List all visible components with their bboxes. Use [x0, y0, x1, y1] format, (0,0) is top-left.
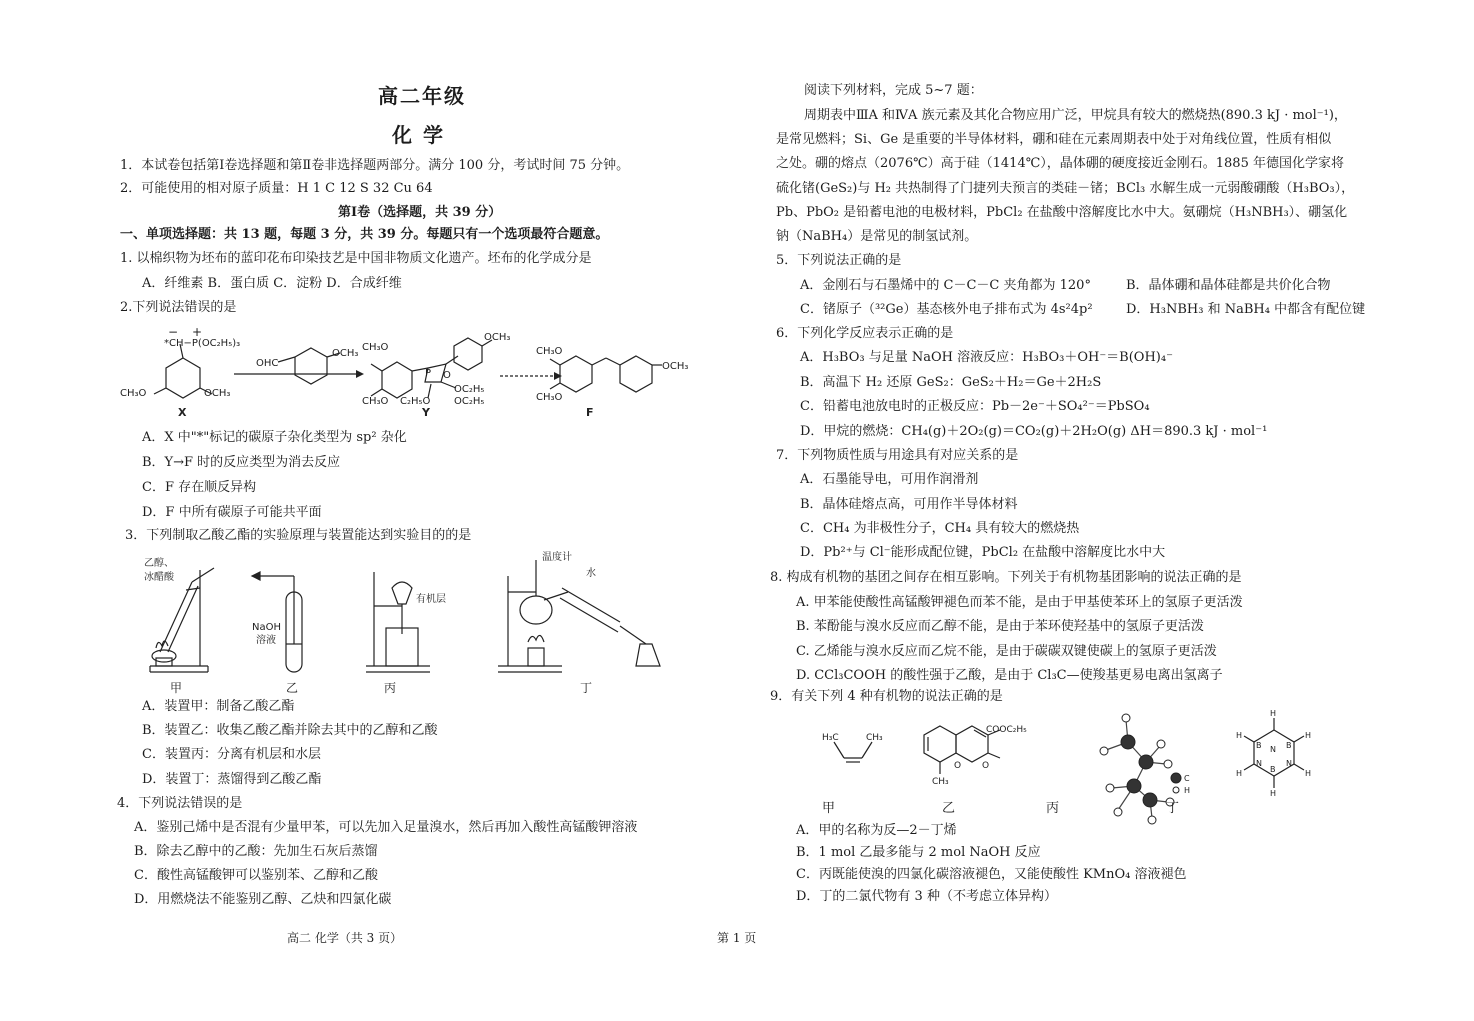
q7-option-d: D．Pb²⁺与 Cl⁻能形成配位键，PbCl₂ 在盐酸中溶解度比水中大	[800, 545, 1166, 560]
q2-reaction-scheme	[116, 326, 696, 422]
x-ch3o: CH₃O	[120, 388, 147, 399]
q5-option-c: C．锗原子（³²Ge）基态核外电子排布式为 4s²4p²	[800, 302, 1093, 317]
part1-heading: 第Ⅰ卷（选择题，共 39 分）	[338, 205, 502, 220]
q7-option-b: B．晶体硅熔点高，可用作半导体材料	[800, 497, 1018, 512]
exam-note-1: 1．本试卷包括第Ⅰ卷选择题和第Ⅱ卷非选择题两部分。满分 100 分，考试时间 75 分钟。	[120, 158, 630, 173]
y-phosphorus: P	[425, 368, 432, 379]
q9-option-a: A．甲的名称为反—2－丁烯	[796, 823, 957, 838]
q9-option-d: D．丁的二氯代物有 3 种（不考虑立体异构）	[796, 889, 1057, 904]
ding-h-right-top: H	[1305, 731, 1312, 740]
y-ch3o-bottom: CH₃O	[362, 396, 389, 407]
y-anisyl-ring	[454, 338, 482, 370]
q8-option-d: D. CCl₃COOH 的酸性强于乙酸，是由于 Cl₃C—使羧基更易电离出氢离子	[796, 668, 1223, 683]
y-c2h5o: C₂H₅O	[400, 396, 431, 407]
jia-h3c: H₃C	[822, 733, 839, 743]
x-och3: OCH₃	[204, 388, 231, 399]
q6-option-c: C．铅蓄电池放电时的正极反应：Pb－2e⁻＋SO₄²⁻＝PbSO₄	[800, 399, 1150, 414]
q1-options: A．纤维素 B．蛋白质 C．淀粉 D．合成纤维	[142, 276, 402, 291]
fig-label-bing: 丙	[384, 681, 397, 695]
legend-carbon-ball	[1171, 773, 1181, 783]
reagent-ohc: OHC	[256, 358, 279, 369]
reading-line-2: 是常见燃料；Si、Ge 是重要的半导体材料，硼和硅在元素周期表中处于对角线位置，性质有相似	[776, 132, 1332, 147]
q9-option-c: C．丙既能使溴的四氯化碳溶液褪色，又能使酸性 KMnO₄ 溶液褪色	[796, 867, 1187, 882]
q5-stem: 5．下列说法正确的是	[776, 253, 902, 268]
ding-h-top: H	[1270, 709, 1277, 718]
footer-page-number: 第 1 页	[717, 931, 757, 945]
reading-line-5: Pb、PbO₂ 是铅蓄电池的电极材料，PbCl₂ 在盐酸中溶解度比水中大。氨硼烷（H₃NBH₃）、硼氢化	[776, 205, 1348, 220]
y-oc2h5-1: OC₂H₅	[454, 384, 485, 395]
q3-option-d: D．装置丁：蒸馏得到乙酸乙酯	[142, 772, 322, 787]
q8-option-c: C. 乙烯能与溴水反应而乙烷不能，是由于碳碳双键使碳上的氢原子更活泼	[796, 644, 1217, 659]
page-subject-title: 化 学	[392, 123, 445, 147]
q9-label-yi: 乙	[942, 801, 956, 816]
reading-line-4: 硫化锗(GeS₂)与 H₂ 共热制得了门捷列夫预言的类硅－锗；BCl₃ 水解生成一元弱酸硼酸（H₃BO₃），	[776, 181, 1355, 196]
q6-option-d: D．甲烷的燃烧：CH₄(g)＋2O₂(g)＝CO₂(g)＋2H₂O(g) ΔH＝890.3 kJ · mol⁻¹	[800, 424, 1268, 439]
q9-option-b: B．1 mol 乙最多能与 2 mol NaOH 反应	[796, 845, 1041, 860]
x-charge-minus: −	[168, 325, 179, 339]
q9-label-ding: 丁	[1166, 801, 1180, 816]
apparatus-ding	[498, 560, 660, 672]
ding-h-left-top: H	[1236, 731, 1243, 740]
q4-option-b: B．除去乙醇中的乙酸：先加生石灰后蒸馏	[134, 844, 378, 859]
ding-h-right-bottom: H	[1305, 769, 1312, 778]
exam-note-2: 2．可能使用的相对原子质量：H 1 C 12 S 32 Cu 64	[120, 181, 433, 196]
q5-option-a: A．金刚石与石墨烯中的 C－C－C 夹角都为 120°	[800, 278, 1091, 293]
yi-naoh-label: NaOH	[252, 622, 281, 633]
jia-reactants-line1: 乙醇、	[144, 558, 174, 569]
q3-option-b: B．装置乙：收集乙酸乙酯并除去其中的乙醇和乙酸	[142, 723, 438, 738]
q8-option-b: B. 苯酚能与溴水反应而乙醇不能，是由于苯环使羟基中的氢原子更活泼	[796, 619, 1204, 634]
q2-option-b: B．Y→F 时的反应类型为消去反应	[142, 455, 341, 470]
f-ch3o-bottom: CH₃O	[536, 392, 563, 403]
q8-stem: 8. 构成有机物的基团之间存在相互影响。下列关于有机物基团影响的说法正确的是	[770, 570, 1242, 585]
q2-option-c: C．F 存在顺反异构	[142, 480, 257, 495]
q5-option-d: D．H₃NBH₃ 和 NaBH₄ 中都含有配位键	[1126, 302, 1366, 317]
ding-b-bottom: B	[1270, 765, 1276, 774]
q9-label-bing: 丙	[1046, 801, 1060, 816]
yi-solution-label: 溶液	[256, 635, 276, 646]
bing-organic-layer-label: 有机层	[416, 594, 446, 605]
q4-stem: 4．下列说法错误的是	[117, 796, 243, 811]
legend-hydrogen-ball	[1173, 787, 1179, 793]
q3-stem: 3．下列制取乙酸乙酯的实验原理与装置能达到实验目的的是	[125, 528, 472, 543]
q9-structures-figure	[800, 706, 1340, 822]
q1-stem: 1. 以棉织物为坯布的蓝印花布印染技艺是中国非物质文化遗产。坯布的化学成分是	[120, 251, 592, 266]
page-grade-title: 高二年级	[378, 84, 466, 108]
fig-label-ding: 丁	[580, 681, 593, 695]
legend-h-text: H	[1184, 786, 1191, 795]
reading-intro: 阅读下列材料，完成 5~7 题：	[804, 83, 983, 98]
q4-option-a: A．鉴别己烯中是否混有少量甲苯，可以先加入足量溴水，然后再加入酸性高锰酸钾溶液	[134, 820, 638, 835]
ding-b-right: B	[1286, 741, 1292, 750]
reading-line-6: 钠（NaBH₄）是常见的制氢试剂。	[776, 229, 978, 244]
legend-c-text: C	[1184, 774, 1190, 783]
yi-methyl: CH₃	[932, 777, 949, 787]
q7-stem: 7．下列物质性质与用途具有对应关系的是	[776, 448, 1019, 463]
q6-option-b: B．高温下 H₂ 还原 GeS₂：GeS₂＋H₂＝Ge＋2H₂S	[800, 375, 1102, 390]
yi-ring-oxygen: O	[954, 761, 962, 771]
q9-label-jia: 甲	[822, 801, 836, 816]
q3-apparatus-figure	[140, 548, 680, 698]
x-ylide-group: *CH−P(OC₂H₅)₃	[164, 338, 241, 349]
q2-option-d: D．F 中所有碳原子可能共平面	[142, 505, 322, 520]
ding-n-left: N	[1256, 759, 1262, 768]
x-label: X	[178, 406, 187, 419]
structure-bing	[1106, 720, 1168, 818]
q3-option-c: C．装置丙：分离有机层和水层	[142, 747, 321, 762]
y-och3: OCH₃	[484, 332, 511, 343]
reagent-och3: OCH₃	[332, 348, 359, 359]
structure-jia	[834, 742, 872, 762]
q4-option-d: D．用燃烧法不能鉴别乙醇、乙炔和四氯化碳	[134, 892, 392, 907]
ding-b-left: B	[1256, 741, 1262, 750]
ding-h-left-bottom: H	[1236, 769, 1243, 778]
f-och3: OCH₃	[662, 361, 689, 372]
q9-stem: 9．有关下列 4 种有机物的说法正确的是	[770, 689, 1003, 704]
q6-option-a: A．H₃BO₃ 与足量 NaOH 溶液反应：H₃BO₃＋OH⁻＝B(OH)₄⁻	[800, 350, 1173, 365]
ding-h-bottom: H	[1270, 789, 1277, 798]
q7-option-c: C．CH₄ 为非极性分子，CH₄ 具有较大的燃烧热	[800, 521, 1080, 536]
y-ch3o-top: CH₃O	[362, 342, 389, 353]
f-benzene-ring-1	[560, 356, 592, 392]
f-label: F	[586, 406, 594, 419]
ding-n-right: N	[1286, 759, 1292, 768]
section1-heading: 一、单项选择题：共 13 题，每题 3 分，共 39 分。每题只有一个选项最符合题意。	[120, 227, 609, 242]
ding-n-top: N	[1270, 745, 1276, 754]
reagent-benzene-ring	[295, 348, 327, 384]
q8-option-a: A. 甲苯能使酸性高锰酸钾褪色而苯不能，是由于甲基使苯环上的氢原子更活泼	[796, 595, 1243, 610]
x-benzene-ring	[166, 358, 200, 398]
yi-ketone-oxygen: O	[982, 761, 990, 771]
y-benzene-ring	[382, 362, 412, 398]
fig-label-yi: 乙	[286, 681, 299, 695]
jia-reactants-line2: 冰醋酸	[144, 572, 174, 583]
f-benzene-ring-2	[620, 356, 652, 392]
footer-course: 高二 化学（共 3 页）	[287, 931, 403, 945]
q6-stem: 6．下列化学反应表示正确的是	[776, 326, 954, 341]
q7-option-a: A．石墨能导电，可用作润滑剂	[800, 472, 979, 487]
jia-ch3: CH₃	[866, 733, 883, 743]
reading-line-1: 周期表中ⅢA 和ⅣA 族元素及其化合物应用广泛，甲烷具有较大的燃烧热(890.3 kJ · mol⁻¹)，	[804, 108, 1347, 123]
apparatus-jia	[150, 568, 214, 672]
apparatus-bing	[366, 572, 430, 672]
ding-thermometer-label: 温度计	[542, 552, 572, 563]
ding-water-label: 水	[586, 568, 596, 579]
q2-option-a: A．X 中"*"标记的碳原子杂化类型为 sp² 杂化	[142, 430, 407, 445]
q4-option-c: C．酸性高锰酸钾可以鉴别苯、乙醇和乙酸	[134, 868, 378, 883]
reading-line-3: 之处。硼的熔点（2076℃）高于硅（1414℃），晶体硼的硬度接近金刚石。1885 年德国化学家将	[776, 156, 1344, 171]
yi-ester-group: COOC₂H₅	[986, 725, 1027, 735]
y-oxygen: O	[443, 370, 451, 381]
f-ch3o-top: CH₃O	[536, 346, 563, 357]
y-label: Y	[422, 406, 430, 419]
q2-stem: 2.下列说法错误的是	[120, 300, 237, 315]
fig-label-jia: 甲	[170, 681, 183, 695]
y-oc2h5-2: OC₂H₅	[454, 396, 485, 407]
x-charge-plus: +	[192, 325, 203, 339]
q3-option-a: A．装置甲：制备乙酸乙酯	[142, 699, 295, 714]
q5-option-b: B．晶体硼和晶体硅都是共价化合物	[1126, 278, 1331, 293]
